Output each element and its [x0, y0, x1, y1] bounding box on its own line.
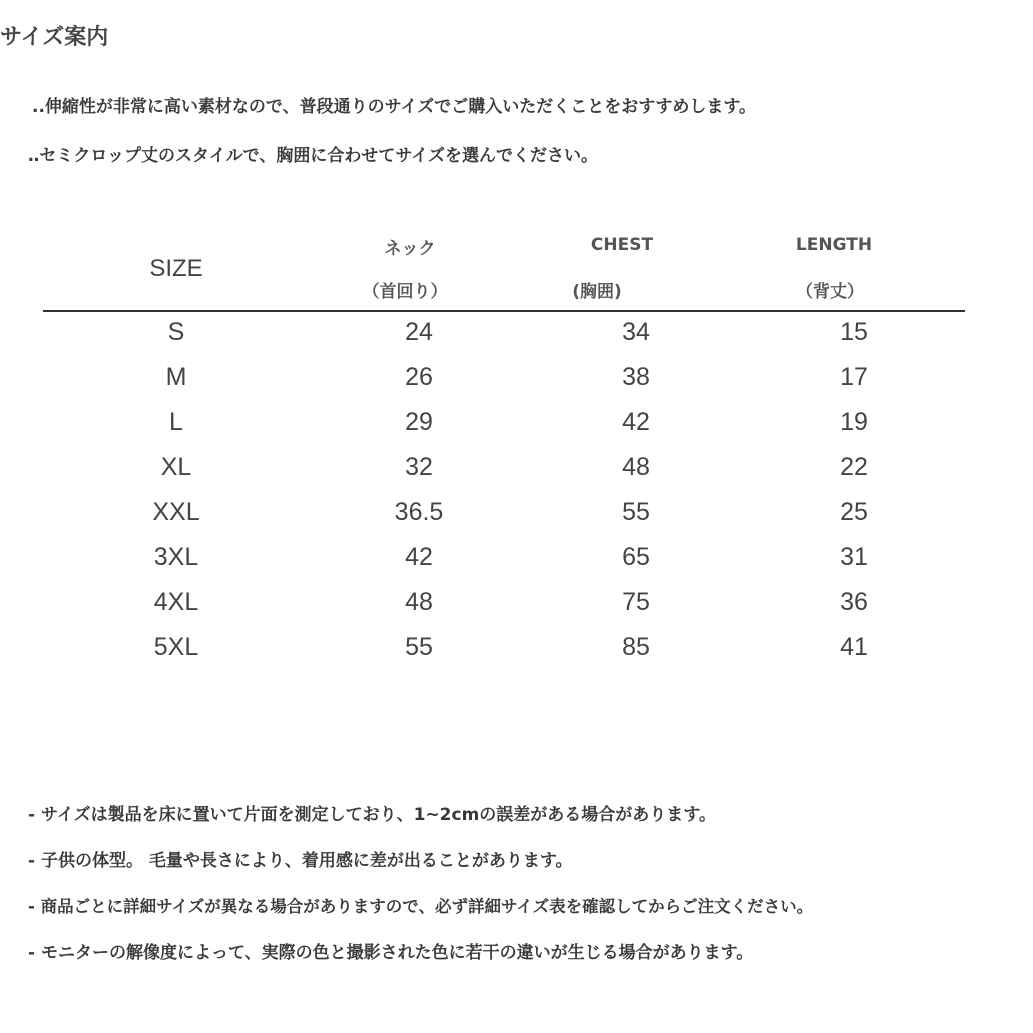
header-size: SIZE — [149, 255, 203, 282]
cell-length: 17 — [840, 363, 868, 391]
cell-size: S — [167, 318, 185, 346]
cell-length: 15 — [840, 318, 868, 346]
cell-length: 19 — [840, 408, 868, 436]
cell-length: 31 — [840, 543, 868, 571]
cell-length: 25 — [840, 498, 868, 526]
cell-size: XXL — [152, 498, 200, 526]
footer-note-2: - 子供の体型。 毛量や長さにより、着用感に差が出ることがあります。 — [28, 851, 573, 871]
intro-note-2: ‥セミクロップ丈のスタイルで、胸囲に合わせてサイズを選んでください。 — [28, 146, 598, 166]
cell-neck: 55 — [405, 633, 433, 661]
cell-size: L — [169, 408, 183, 436]
cell-length: 36 — [840, 588, 868, 616]
footer-note-3: - 商品ごとに詳細サイズが異なる場合がありますので、必ず詳細サイズ表を確認してからご注文ください。 — [28, 897, 814, 916]
cell-size: 3XL — [153, 543, 199, 571]
cell-chest: 34 — [622, 318, 650, 346]
footer-note-1: - サイズは製品を床に置いて片面を測定しており、1~2cmの誤差がある場合があります。 — [28, 805, 716, 825]
cell-chest: 42 — [622, 408, 650, 436]
cell-chest: 65 — [622, 543, 650, 571]
footer-note-4: - モニターの解像度によって、実際の色と撮影された色に若干の違いが生じる場合があります。 — [28, 943, 754, 963]
cell-neck: 24 — [405, 318, 433, 346]
cell-neck: 29 — [405, 408, 433, 436]
cell-neck: 32 — [405, 453, 433, 481]
cell-neck: 42 — [405, 543, 433, 571]
header-length-sub: （背丈） — [796, 282, 864, 302]
cell-chest: 55 — [622, 498, 650, 526]
cell-size: 4XL — [153, 588, 199, 616]
intro-note-1: ..伸縮性が非常に高い素材なので、普段通りのサイズでご購入いただくことをおすすめします。 — [32, 97, 757, 117]
cell-size: M — [165, 363, 187, 391]
cell-neck: 26 — [405, 363, 433, 391]
cell-chest: 38 — [622, 363, 650, 391]
page-title: サイズ案内 — [0, 25, 109, 50]
cell-chest: 85 — [622, 633, 650, 661]
header-chest: CHEST — [590, 235, 654, 255]
cell-chest: 75 — [622, 588, 650, 616]
header-neck-sub: （首回り） — [362, 282, 448, 302]
cell-size: XL — [160, 453, 192, 481]
header-chest-sub: (胸囲) — [572, 282, 622, 302]
cell-size: 5XL — [153, 633, 199, 661]
cell-length: 41 — [840, 633, 868, 661]
header-neck: ネック — [384, 239, 436, 259]
cell-chest: 48 — [622, 453, 650, 481]
cell-neck: 36.5 — [394, 498, 444, 526]
header-divider — [43, 310, 965, 312]
cell-length: 22 — [840, 453, 868, 481]
cell-neck: 48 — [405, 588, 433, 616]
header-length: LENGTH — [795, 235, 873, 255]
